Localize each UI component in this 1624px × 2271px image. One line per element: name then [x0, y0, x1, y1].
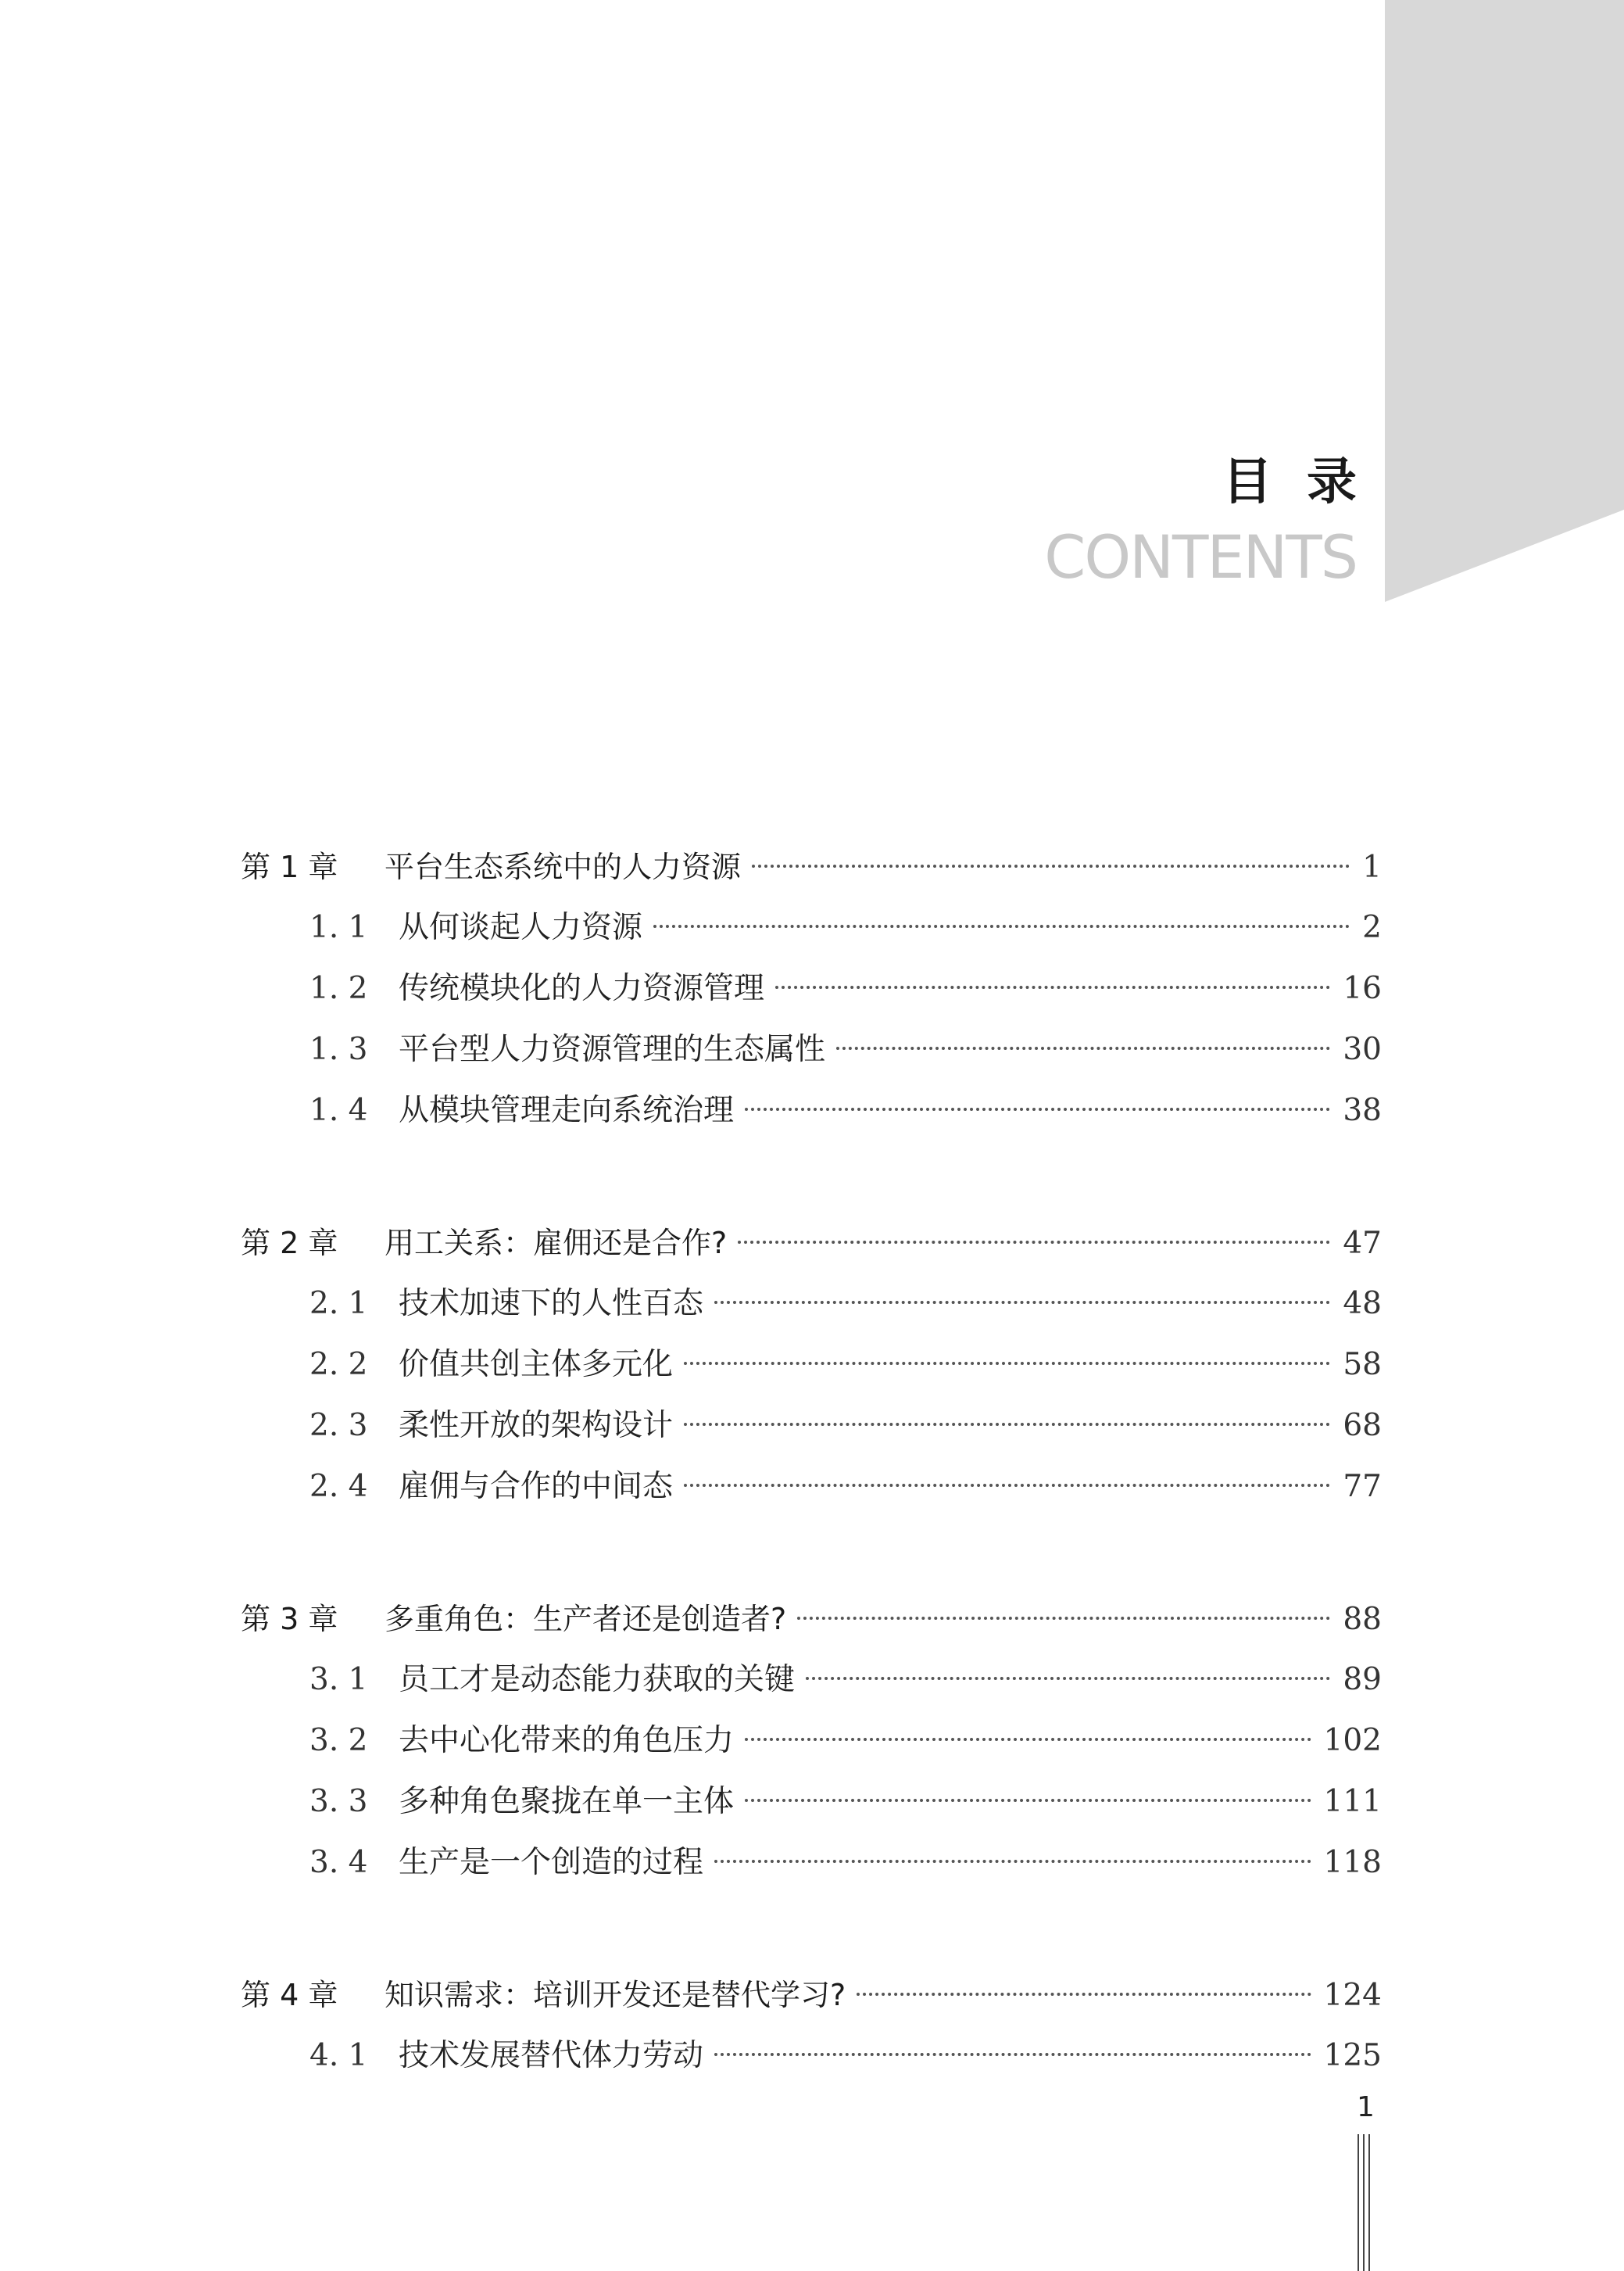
toc-section-number: 3. 1	[309, 1662, 368, 1697]
toc-section-number: 1. 1	[309, 910, 368, 945]
toc-section[interactable]	[241, 897, 1382, 958]
toc-chapter-title: 多重角色：生产者还是创造者?	[385, 1602, 787, 1636]
toc-chapter-number: 第 4 章	[241, 1978, 338, 2012]
toc-section-page: 68	[1343, 1408, 1382, 1443]
toc-section-number: 1. 4	[309, 1093, 368, 1128]
toc-section-number: 1. 2	[309, 971, 368, 1006]
toc-chapter[interactable]	[241, 836, 1382, 897]
toc-section-title: 技术加速下的人性百态	[399, 1286, 704, 1321]
toc-section[interactable]	[241, 1832, 1382, 1893]
dot-leader	[745, 1108, 1330, 1111]
toc-chapter[interactable]	[241, 1213, 1382, 1273]
dot-leader	[714, 2053, 1311, 2056]
dot-leader	[752, 865, 1350, 868]
toc-section[interactable]	[241, 958, 1382, 1019]
toc-chapter-group	[241, 836, 1382, 1141]
toc-section-page: 38	[1343, 1093, 1382, 1128]
dot-leader	[653, 925, 1350, 928]
toc-section[interactable]	[241, 1771, 1382, 1832]
toc-chapter-group	[241, 1589, 1382, 1893]
toc-chapter-page: 47	[1343, 1226, 1382, 1261]
toc-section-page: 125	[1323, 2038, 1382, 2073]
toc-chapter[interactable]	[241, 1589, 1382, 1650]
toc-chapter-page: 1	[1362, 850, 1382, 885]
toc-section[interactable]	[241, 1334, 1382, 1395]
toc-chapter-group	[241, 1213, 1382, 1517]
dot-leader	[714, 1860, 1311, 1863]
toc-section-number: 2. 3	[309, 1408, 368, 1443]
dot-leader	[738, 1241, 1330, 1244]
toc-section[interactable]	[241, 1019, 1382, 1080]
toc-section-title: 平台型人力资源管理的生态属性	[399, 1032, 826, 1067]
page-subtitle: CONTENTS	[1044, 522, 1357, 592]
toc-section-number: 3. 3	[309, 1784, 368, 1819]
dot-leader	[714, 1301, 1330, 1304]
toc-chapter-number: 第 1 章	[241, 850, 338, 884]
toc-section[interactable]	[241, 1273, 1382, 1334]
toc-chapter-group	[241, 1965, 1382, 2087]
toc-section-page: 48	[1343, 1286, 1382, 1321]
toc-chapter-title: 知识需求：培训开发还是替代学习?	[385, 1978, 846, 2012]
toc-section-title: 柔性开放的架构设计	[399, 1408, 674, 1443]
table-of-contents	[241, 836, 1382, 2158]
toc-section-page: 16	[1343, 971, 1382, 1006]
toc-section-title: 从模块管理走向系统治理	[399, 1093, 735, 1128]
page-number: 1	[1357, 2091, 1375, 2123]
toc-section-title: 去中心化带来的角色压力	[399, 1723, 735, 1758]
dot-leader	[836, 1047, 1330, 1050]
dot-leader	[684, 1362, 1330, 1365]
dot-leader	[684, 1484, 1330, 1487]
toc-section-title: 生产是一个创造的过程	[399, 1845, 704, 1880]
toc-chapter[interactable]	[241, 1965, 1382, 2026]
toc-section-number: 4. 1	[309, 2038, 368, 2073]
toc-section[interactable]	[241, 1650, 1382, 1710]
toc-section-number: 2. 4	[309, 1469, 368, 1504]
toc-section-number: 3. 4	[309, 1845, 368, 1880]
toc-section-page: 2	[1362, 910, 1382, 945]
toc-chapter-page: 88	[1343, 1602, 1382, 1637]
toc-section-number: 1. 3	[309, 1032, 368, 1067]
toc-section-number: 3. 2	[309, 1723, 368, 1758]
dot-leader	[684, 1423, 1330, 1426]
toc-section-page: 102	[1323, 1723, 1382, 1758]
page-title-block	[1044, 453, 1391, 592]
toc-section-title: 价值共创主体多元化	[399, 1347, 674, 1382]
toc-chapter-number: 第 2 章	[241, 1226, 338, 1260]
toc-section-page: 77	[1343, 1469, 1382, 1504]
toc-chapter-title: 平台生态系统中的人力资源	[385, 850, 742, 884]
corner-decoration	[0, 0, 1624, 625]
toc-section[interactable]	[241, 1456, 1382, 1517]
toc-section-title: 员工才是动态能力获取的关键	[399, 1662, 796, 1697]
dot-leader	[857, 1993, 1311, 1996]
toc-section[interactable]	[241, 1080, 1382, 1141]
dot-leader	[745, 1738, 1311, 1741]
dot-leader	[775, 986, 1330, 989]
toc-section-title: 传统模块化的人力资源管理	[399, 971, 765, 1006]
toc-chapter-page: 124	[1323, 1978, 1382, 2013]
toc-chapter-title: 用工关系：雇佣还是合作?	[385, 1226, 728, 1260]
toc-section-number: 2. 2	[309, 1347, 368, 1382]
toc-section-page: 89	[1343, 1662, 1382, 1697]
toc-section-number: 2. 1	[309, 1286, 368, 1321]
toc-section-page: 118	[1323, 1845, 1382, 1880]
dot-leader	[806, 1677, 1330, 1680]
page-edge-rules	[1357, 2134, 1375, 2271]
toc-section-title: 技术发展替代体力劳动	[399, 2038, 704, 2073]
toc-section-title: 多种角色聚拢在单一主体	[399, 1784, 735, 1819]
page-title: 目录	[1222, 453, 1391, 511]
toc-chapter-number: 第 3 章	[241, 1602, 338, 1636]
dot-leader	[797, 1617, 1330, 1620]
toc-section-page: 30	[1343, 1032, 1382, 1067]
toc-section[interactable]	[241, 1710, 1382, 1771]
toc-section-title: 从何谈起人力资源	[399, 910, 643, 945]
dot-leader	[745, 1799, 1311, 1802]
toc-section[interactable]	[241, 2026, 1382, 2087]
toc-section-title: 雇佣与合作的中间态	[399, 1469, 674, 1504]
toc-section[interactable]	[241, 1395, 1382, 1456]
toc-section-page: 111	[1323, 1784, 1382, 1819]
toc-section-page: 58	[1343, 1347, 1382, 1382]
